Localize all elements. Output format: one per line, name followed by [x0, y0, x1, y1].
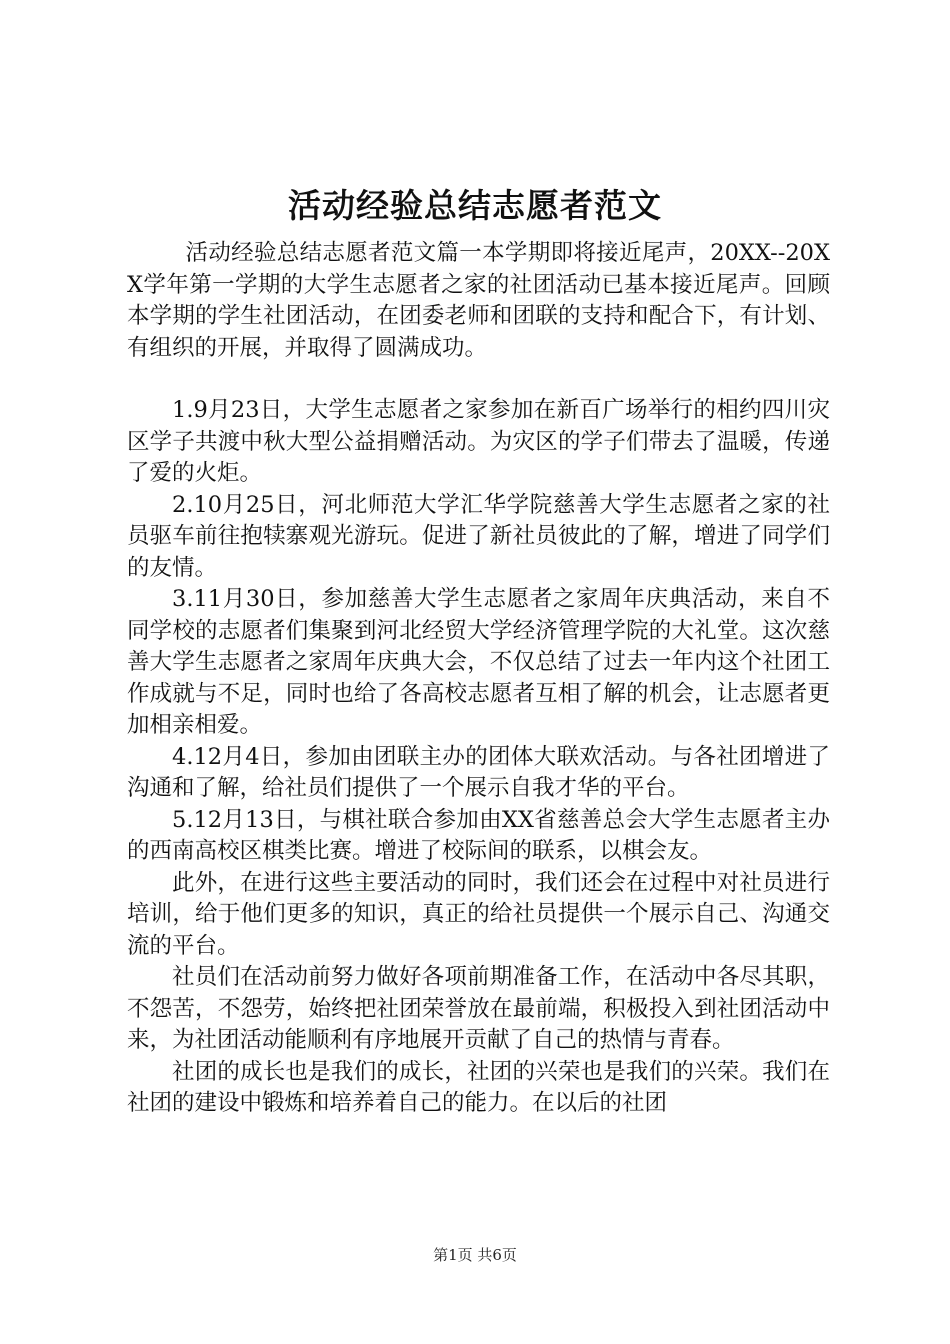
paragraph-item-2: 2.10月25日，河北师范大学汇华学院慈善大学生志愿者之家的社员驱车前往抱犊寨观光游玩。促进了新社员彼此的了解，增进了同学们的友情。 [127, 491, 830, 581]
document-title: 活动经验总结志愿者范文 [288, 186, 662, 225]
paragraph-item-3: 3.11月30日，参加慈善大学生志愿者之家周年庆典活动，来自不同学校的志愿者们集聚到河北经贸大学经济管理学院的大礼堂。这次慈善大学生志愿者之家周年庆典大会，不仅总结了过去一年内这个社团工作成就与不足，同时也给了各高校志愿者互相了解的机会，让志愿者更加相亲相爱。 [127, 586, 830, 738]
paragraph-item-5: 5.12月13日，与棋社联合参加由XX省慈善总会大学生志愿者主办的西南高校区棋类比赛。增进了校际间的联系，以棋会友。 [127, 806, 830, 864]
document-body [127, 238, 830, 1120]
paragraph-members: 社员们在活动前努力做好各项前期准备工作，在活动中各尽其职，不怨苦，不怨劳，始终把社团荣誉放在最前端，积极投入到社团活动中来，为社团活动能顺利有序地展开贡献了自己的热情与青春。 [127, 964, 830, 1053]
paragraph-additional: 此外，在进行这些主要活动的同时，我们还会在过程中对社员进行培训，给于他们更多的知识，真正的给社员提供一个展示自己、沟通交流的平台。 [127, 869, 830, 959]
paragraph-item-4: 4.12月4日，参加由团联主办的团体大联欢活动。与各社团增进了沟通和了解，给社员们提供了一个展示自我才华的平台。 [127, 743, 830, 801]
paragraph-intro: 活动经验总结志愿者范文篇一本学期即将接近尾声，20XX--20XX学年第一学期的大学生志愿者之家的社团活动已基本接近尾声。回顾本学期的学生社团活动，在团委老师和团联的支持和配合下，有计划、有组织的开展，并取得了圆满成功。 [127, 240, 830, 361]
paragraph-item-1: 1.9月23日，大学生志愿者之家参加在新百广场举行的相约四川灾区学子共渡中秋大型公益捐赠活动。为灾区的学子们带去了温暖，传递了爱的火炬。 [127, 397, 830, 486]
page-footer: 第1页 共6页 [433, 1246, 517, 1264]
paragraph-growth: 社团的成长也是我们的成长，社团的兴荣也是我们的兴荣。我们在社团的建设中锻炼和培养着自己的能力。在以后的社团 [127, 1058, 830, 1116]
